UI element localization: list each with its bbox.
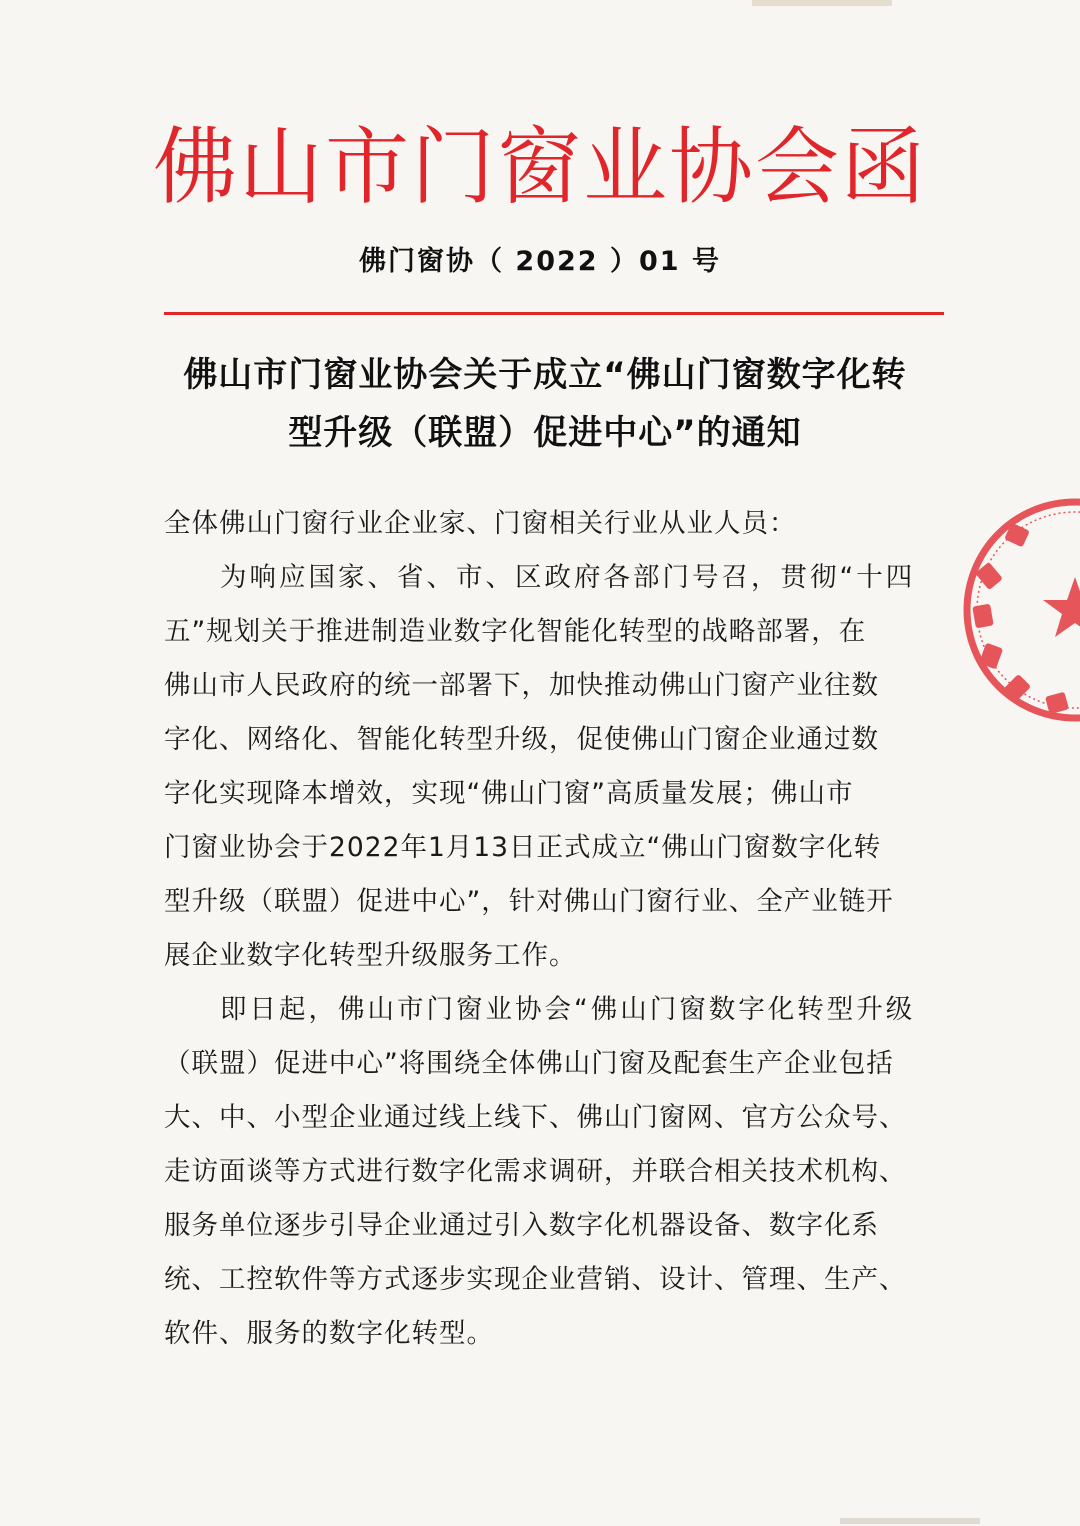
paragraph-line: 统、工控软件等方式逐步实现企业营销、设计、管理、生产、 (164, 1264, 907, 1295)
paragraph-line: 为响应国家、省、市、区政府各部门号召，贯彻“十四 (220, 562, 916, 593)
paragraph-line: 服务单位逐步引导企业通过引入数字化机器设备、数字化系 (164, 1210, 879, 1241)
paragraph-line: 走访面谈等方式进行数字化需求调研，并联合相关技术机构、 (164, 1156, 907, 1187)
salutation: 全体佛山门窗行业企业家、门窗相关行业从业人员： (164, 508, 797, 539)
paragraph-line: 佛山市人民政府的统一部署下，加快推动佛山门窗产业往数 (164, 670, 879, 701)
document-number: 佛门窗协（ 2022 ）01 号 (359, 246, 721, 277)
paragraph-line: 即日起，佛山市门窗业协会“佛山门窗数字化转型升级 (220, 994, 916, 1025)
red-divider-rule (164, 312, 944, 315)
paragraph-line: 五”规划关于推进制造业数字化智能化转型的战略部署，在 (164, 616, 867, 647)
notice-title-line-2: 型升级（联盟）促进中心”的通知 (288, 413, 802, 453)
seal-star-icon (1043, 577, 1080, 637)
paragraph-line: 大、中、小型企业通过线上线下、佛山门窗网、官方公众号、 (164, 1102, 907, 1133)
paragraph-line: 展企业数字化转型升级服务工作。 (164, 940, 577, 971)
paragraph-line: 型升级（联盟）促进中心”，针对佛山门窗行业、全产业链开 (164, 886, 894, 917)
notice-title (150, 346, 940, 462)
paragraph-line: （联盟）促进中心”将围绕全体佛山门窗及配套生产企业包括 (164, 1048, 894, 1079)
letterhead-title: 佛山市门窗业协会函 (152, 118, 927, 216)
notice-body (164, 497, 944, 1361)
paragraph-line: 门窗业协会于2022年1月13日正式成立“佛山门窗数字化转 (164, 832, 882, 863)
notice-title-line-1: 佛山市门窗业协会关于成立“佛山门窗数字化转 (183, 355, 907, 395)
paragraph-line: 字化、网络化、智能化转型升级，促使佛山门窗企业通过数 (164, 724, 879, 755)
paper-edge-mark (752, 0, 892, 6)
paragraph-line: 字化实现降本增效，实现“佛山门窗”高质量发展；佛山市 (164, 778, 854, 809)
paragraph-line: 软件、服务的数字化转型。 (164, 1318, 494, 1349)
paper-edge-mark (840, 1518, 980, 1524)
official-seal-stamp (960, 495, 1080, 725)
